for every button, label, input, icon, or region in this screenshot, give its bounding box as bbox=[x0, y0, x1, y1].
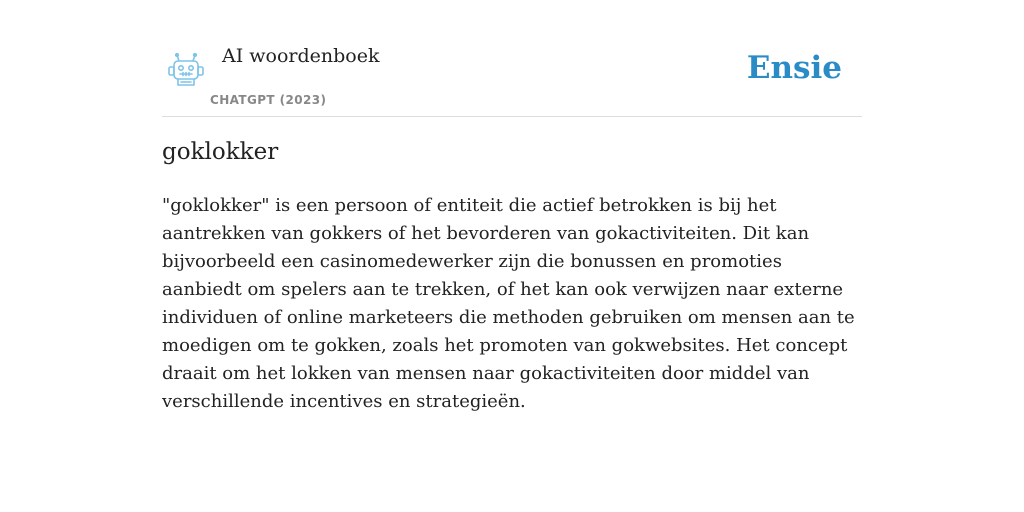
dictionary-title[interactable]: AI woordenboek bbox=[222, 45, 380, 67]
header bbox=[162, 0, 862, 117]
brand-logo[interactable]: Ensie bbox=[746, 50, 842, 86]
source-label: CHATGPT (2023) bbox=[210, 93, 327, 107]
robot-icon bbox=[166, 52, 206, 90]
definition-text: "goklokker" is een persoon of entiteit die actief betrokken is bij het aantrekken van gokkers of het bevorderen van gokactiviteiten. Dit kan bijvoorbeeld een casinomedewerker zijn die bonussen en promoties aanbiedt om spelers aan te trekken, of het kan ook verwijzen naar externe individuen of online marketeers die methoden gebruiken om mensen aan te moedigen om te gokken, zoals het promoten van gokwebsites. Het concept draait om het lokken van mensen naar gokactiviteiten door middel van verschillende incentives en strategieën. bbox=[162, 195, 855, 412]
headword: goklokker bbox=[162, 139, 279, 165]
